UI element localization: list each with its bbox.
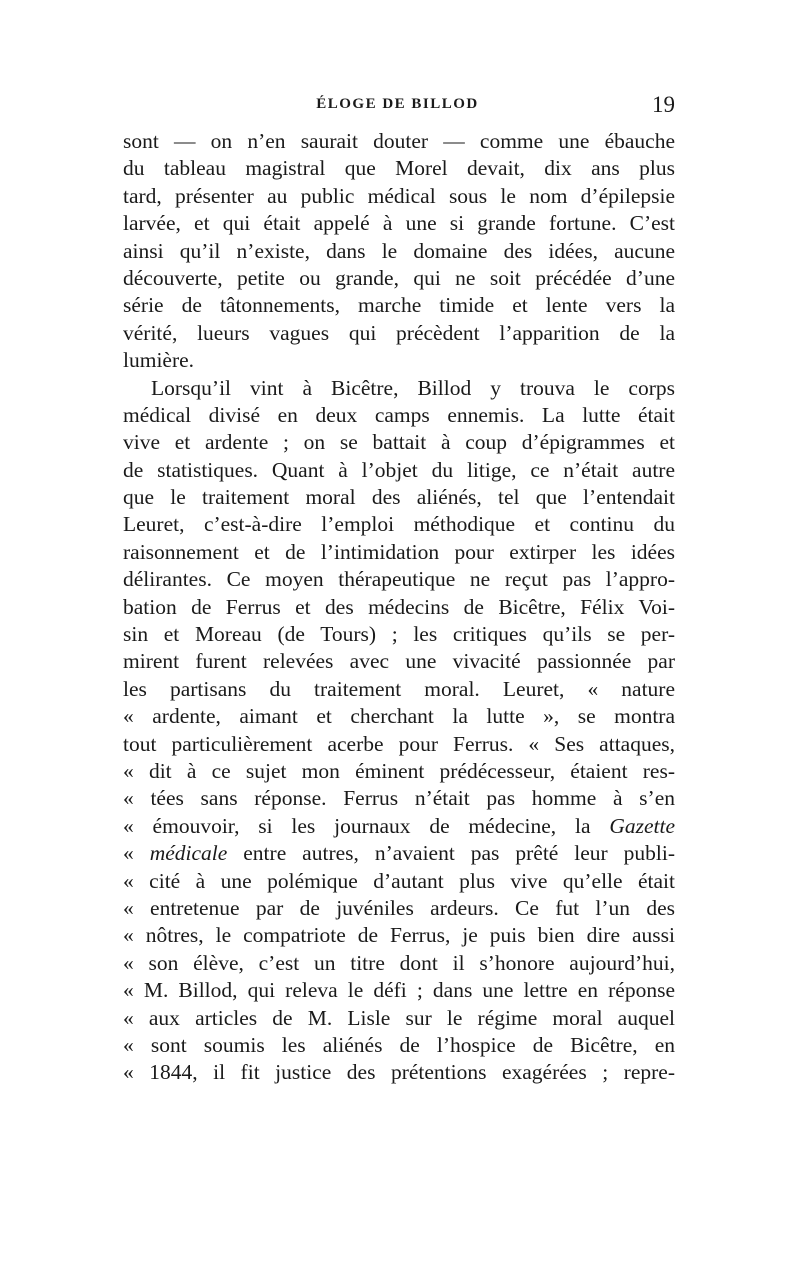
body-text	[123, 128, 675, 1087]
italic-title-gazette: Gazette	[609, 813, 675, 838]
text-line: raisonnement et de l’intimidation pour extirper les idées	[123, 539, 675, 564]
running-title: ÉLOGE DE BILLOD	[316, 96, 479, 112]
text-line-with-italic	[123, 813, 675, 840]
text-line: « M. Billod, qui releva le défi ; dans une lettre en réponse	[123, 978, 675, 1003]
quote-mark: «	[123, 841, 150, 866]
text-line: bation de Ferrus et des médecins de Bicêtre, Félix Voi-	[123, 594, 675, 619]
running-head	[120, 92, 675, 116]
text-line: « aux articles de M. Lisle sur le régime moral auquel	[123, 1005, 675, 1030]
text-line: mirent furent relevées avec une vivacité passionnée par	[123, 649, 675, 674]
text-line: délirantes. Ce moyen thérapeutique ne reçut pas l’appro-	[123, 567, 675, 592]
text-line: larvée, et qui était appelé à une si grande fortune. C’est	[123, 211, 675, 236]
text-line: du tableau magistral que Morel devait, dix ans plus	[123, 156, 675, 181]
text-fragment: « émouvoir, si les journaux de médecine, la	[123, 813, 591, 838]
text-line: découverte, petite ou grande, qui ne soit précédée d’une	[123, 265, 675, 290]
text-fragment: entre autres, n’avaient pas prêté leur publi-	[243, 841, 676, 866]
text-line: « tées sans réponse. Ferrus n’était pas homme à s’en	[123, 786, 675, 811]
text-line: sont — on n’en saurait douter — comme une ébauche	[123, 129, 675, 153]
text-line: vive et ardente ; on se battait à coup d’épigrammes et	[123, 430, 675, 455]
text-line: les partisans du traitement moral. Leuret, « nature	[123, 676, 675, 701]
text-line: « son élève, c’est un titre dont il s’honore aujourd’hui,	[123, 950, 675, 975]
text-line: tard, présenter au public médical sous le nom d’épilepsie	[123, 183, 675, 208]
page-number: 19	[652, 92, 675, 117]
text-line: « sont soumis les aliénés de l’hospice de Bicêtre, en	[123, 1032, 675, 1057]
text-line: Leuret, c’est-à-dire l’emploi méthodique et continu du	[123, 512, 675, 537]
text-line: lumière.	[123, 348, 195, 373]
text-line: « dit à ce sujet mon éminent prédécesseur, étaient res-	[123, 758, 675, 783]
text-line: ainsi qu’il n’existe, dans le domaine des idées, aucune	[123, 238, 675, 263]
text-line: série de tâtonnements, marche timide et lente vers la	[123, 293, 675, 318]
text-line-with-italic	[123, 840, 675, 867]
italic-title-medicale: médicale	[149, 841, 228, 866]
text-line: médical divisé en deux camps ennemis. La lutte était	[123, 402, 675, 427]
text-line: de statistiques. Quant à l’objet du litige, ce n’était autre	[123, 457, 675, 482]
text-line: « 1844, il fit justice des prétentions exagérées ; repre-	[123, 1060, 675, 1085]
text-line: sin et Moreau (de Tours) ; les critiques qu’ils se per-	[123, 622, 675, 647]
text-line: tout particulièrement acerbe pour Ferrus. « Ses attaques,	[123, 731, 675, 756]
text-line: « ardente, aimant et cherchant la lutte », se montra	[123, 704, 675, 729]
text-line: Lorsqu’il vint à Bicêtre, Billod y trouva le corps	[151, 375, 675, 400]
text-line: que le traitement moral des aliénés, tel que l’entendait	[123, 485, 675, 510]
text-line: vérité, lueurs vagues qui précèdent l’apparition de la	[123, 320, 675, 345]
text-line: « nôtres, le compatriote de Ferrus, je puis bien dire aussi	[123, 923, 675, 948]
text-line: « entretenue par de juvéniles ardeurs. Ce fut l’un des	[123, 895, 675, 920]
text-line: « cité à une polémique d’autant plus vive qu’elle était	[123, 868, 675, 893]
